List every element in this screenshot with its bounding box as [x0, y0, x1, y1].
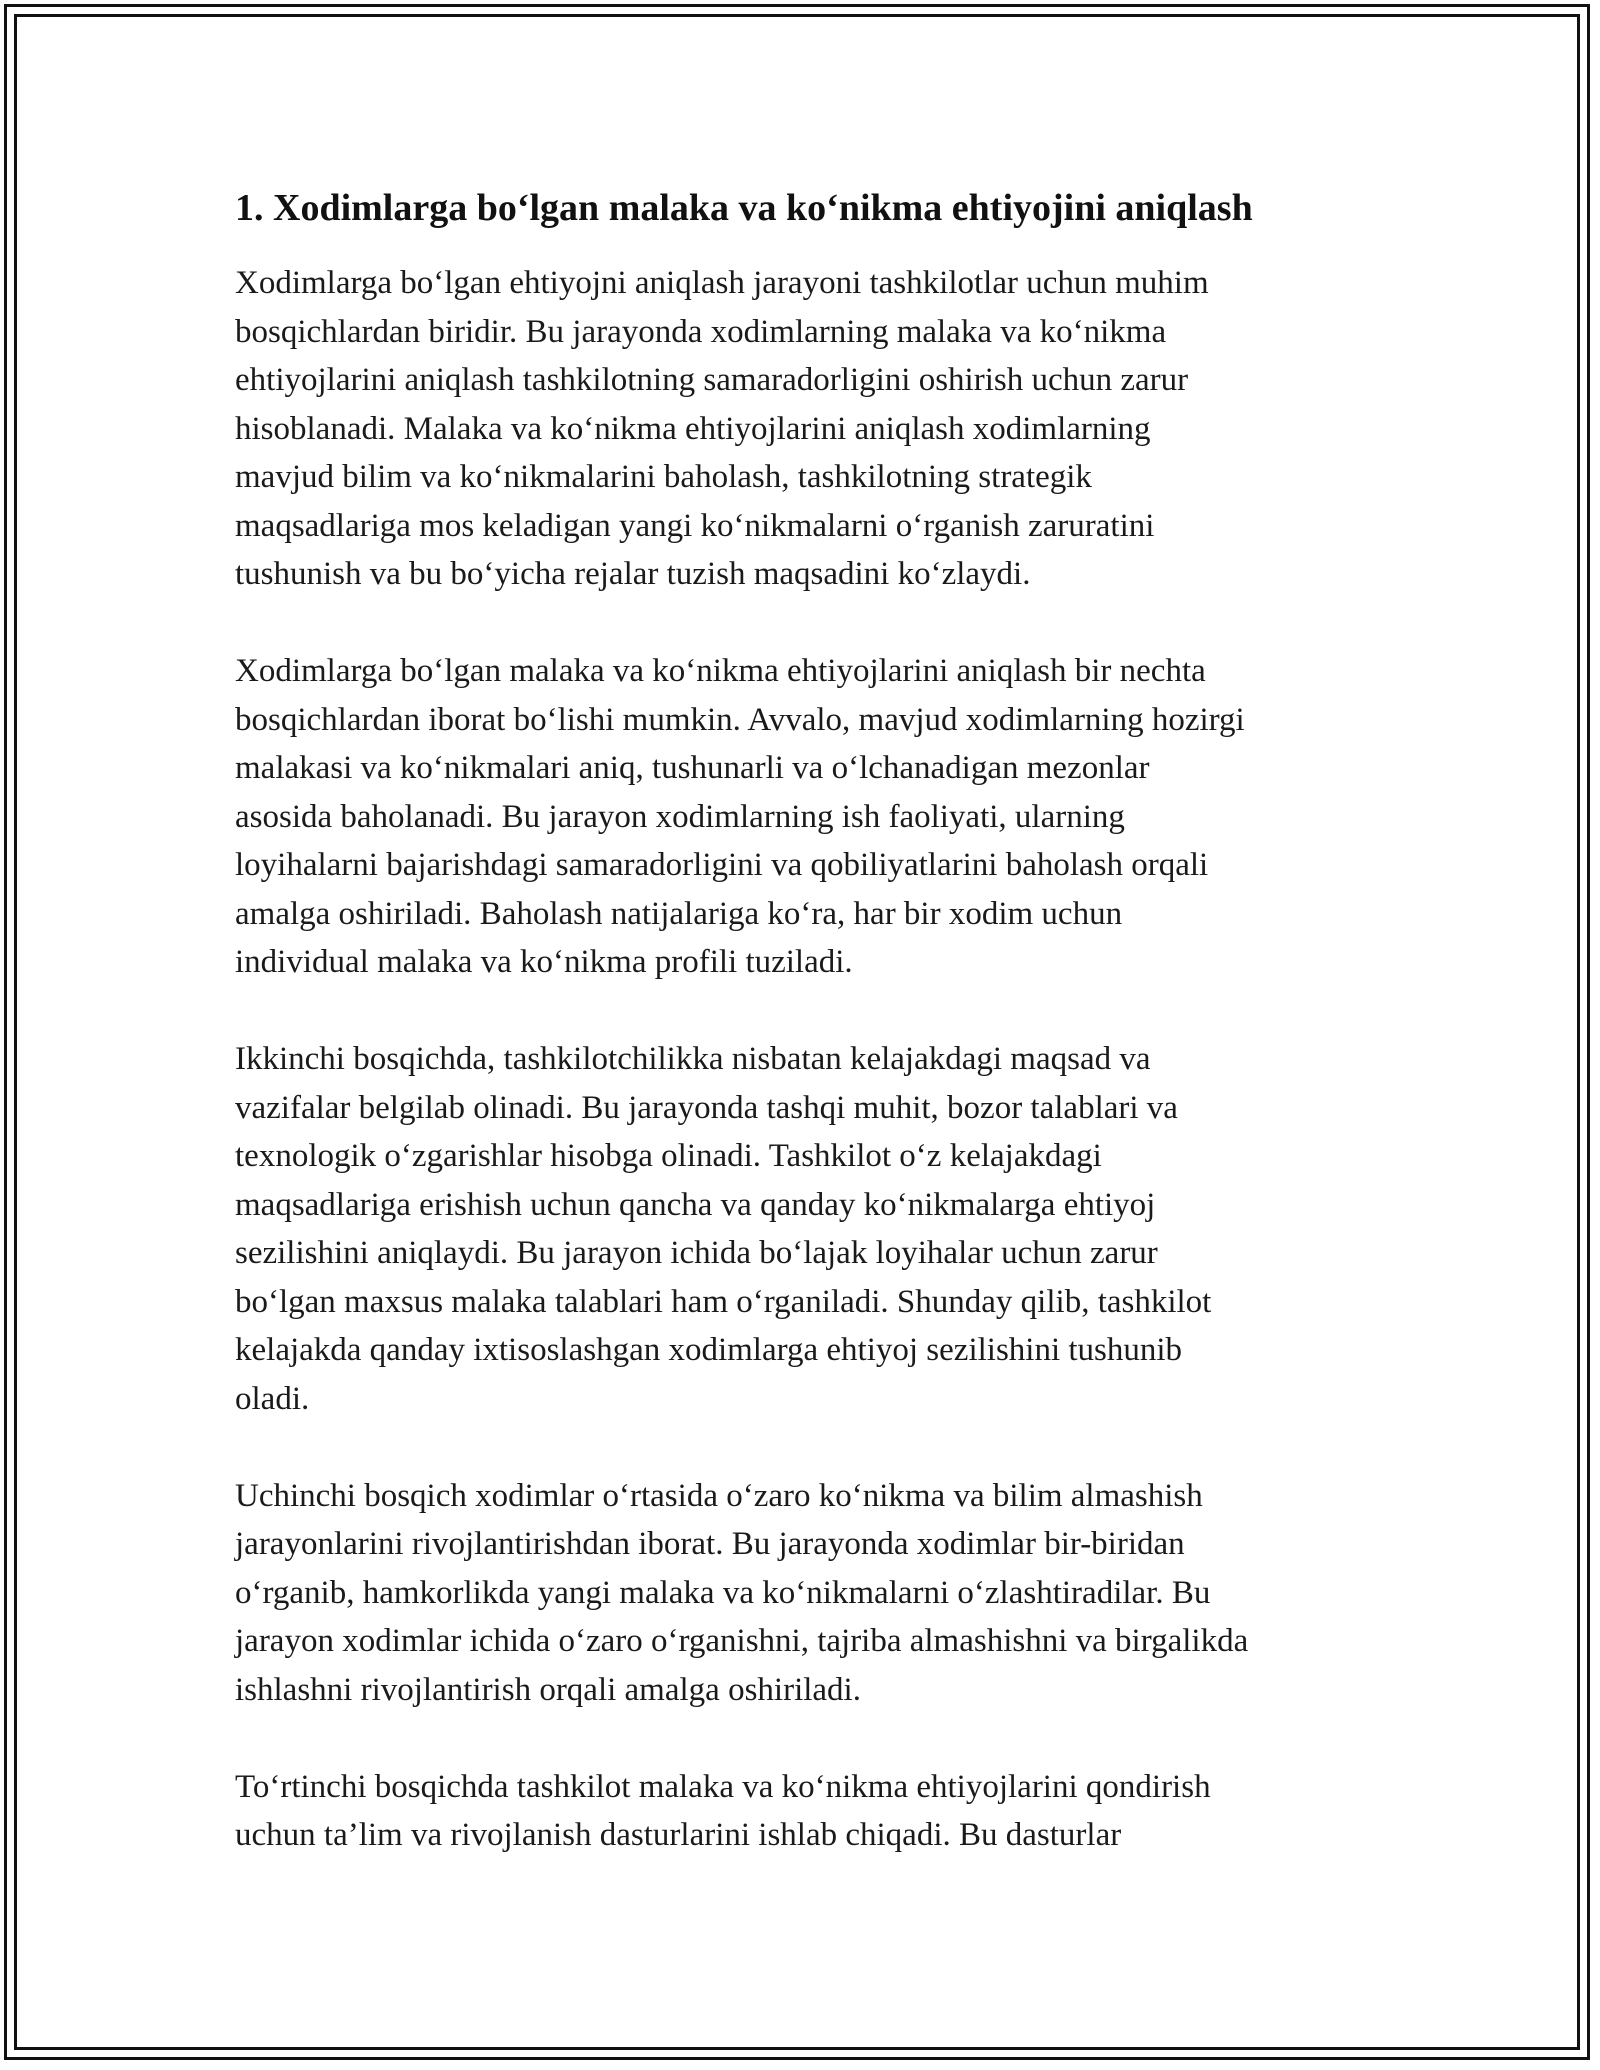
- body-paragraph: [235, 647, 1395, 987]
- paragraph-line: malakasi va ko‘nikmalari aniq, tushunarli va o‘lchanadigan mezonlar: [235, 750, 1150, 786]
- paragraph-line: jarayonlarini rivojlantirishdan iborat. Bu jarayonda xodimlar bir-biridan: [235, 1526, 1185, 1562]
- paragraph-line: o‘rganib, hamkorlikda yangi malaka va ko‘nikmalarni o‘zlashtiradilar. Bu: [235, 1574, 1211, 1611]
- paragraph-list: [235, 259, 1395, 1860]
- paragraph-line: bo‘lgan maxsus malaka talablari ham o‘rganiladi. Shunday qilib, tashkilot: [235, 1283, 1212, 1320]
- body-paragraph: [235, 1472, 1395, 1715]
- paragraph-line: oladi.: [235, 1380, 310, 1417]
- paragraph-line: maqsadlariga erishish uchun qancha va qanday ko‘nikmalarga ehtiyoj: [235, 1186, 1156, 1223]
- paragraph-line: Ikkinchi bosqichda, tashkilotchilikka nisbatan kelajakdagi maqsad va: [235, 1041, 1151, 1077]
- paragraph-line: kelajakda qanday ixtisoslashgan xodimlarga ehtiyoj sezilishini tushunib: [235, 1332, 1183, 1368]
- paragraph-line: texnologik o‘zgarishlar hisobga olinadi. Tashkilot o‘z kelajakdagi: [235, 1138, 1102, 1174]
- paragraph-line: To‘rtinchi bosqichda tashkilot malaka va ko‘nikma ehtiyojlarini qondirish: [235, 1768, 1211, 1805]
- paragraph-line: maqsadlariga mos keladigan yangi ko‘nikmalarni o‘rganish zaruratini: [235, 507, 1155, 544]
- document-body: [235, 185, 1395, 1908]
- paragraph-line: amalga oshiriladi. Baholash natijalariga ko‘ra, har bir xodim uchun: [235, 895, 1123, 932]
- paragraph-line: ishlashni rivojlantirish orqali amalga oshiriladi.: [235, 1671, 861, 1708]
- paragraph-line: bosqichlardan biridir. Bu jarayonda xodimlarning malaka va ko‘nikma: [235, 313, 1167, 350]
- body-paragraph: [235, 1035, 1395, 1423]
- body-paragraph: [235, 259, 1395, 599]
- paragraph-line: bosqichlardan iborat bo‘lishi mumkin. Avvalo, mavjud xodimlarning hozirgi: [235, 701, 1245, 738]
- paragraph-line: vazifalar belgilab olinadi. Bu jarayonda tashqi muhit, bozor talablari va: [235, 1089, 1178, 1126]
- paragraph-line: individual malaka va ko‘nikma profili tuziladi.: [235, 944, 853, 980]
- paragraph-line: Xodimlarga bo‘lgan malaka va ko‘nikma ehtiyojlarini aniqlash bir nechta: [235, 653, 1206, 689]
- paragraph-line: loyihalarni bajarishdagi samaradorligini va qobiliyatlarini baholash orqali: [235, 847, 1209, 883]
- paragraph-line: asosida baholanadi. Bu jarayon xodimlarning ish faoliyati, ularning: [235, 798, 1125, 835]
- paragraph-line: hisoblanadi. Malaka va ko‘nikma ehtiyojlarini aniqlash xodimlarning: [235, 410, 1151, 447]
- section-heading: 1. Xodimlarga bo‘lgan malaka va ko‘nikma ehtiyojini aniqlash: [235, 187, 1253, 229]
- paragraph-line: jarayon xodimlar ichida o‘zaro o‘rganishni, tajriba almashishni va birgalikda: [235, 1623, 1249, 1659]
- paragraph-line: ehtiyojlarini aniqlash tashkilotning samaradorligini oshirish uchun zarur: [235, 362, 1189, 398]
- paragraph-line: tushunish va bu bo‘yicha rejalar tuzish maqsadini ko‘zlaydi.: [235, 556, 1031, 592]
- paragraph-line: Uchinchi bosqich xodimlar o‘rtasida o‘zaro ko‘nikma va bilim almashish: [235, 1477, 1203, 1514]
- paragraph-line: Xodimlarga bo‘lgan ehtiyojni aniqlash jarayoni tashkilotlar uchun muhim: [235, 265, 1209, 301]
- paragraph-line: uchun ta’lim va rivojlanish dasturlarini ishlab chiqadi. Bu dasturlar: [235, 1817, 1122, 1853]
- body-paragraph: [235, 1763, 1395, 1860]
- paragraph-line: mavjud bilim va ko‘nikmalarini baholash, tashkilotning strategik: [235, 459, 1092, 495]
- paragraph-line: sezilishini aniqlaydi. Bu jarayon ichida bo‘lajak loyihalar uchun zarur: [235, 1235, 1158, 1271]
